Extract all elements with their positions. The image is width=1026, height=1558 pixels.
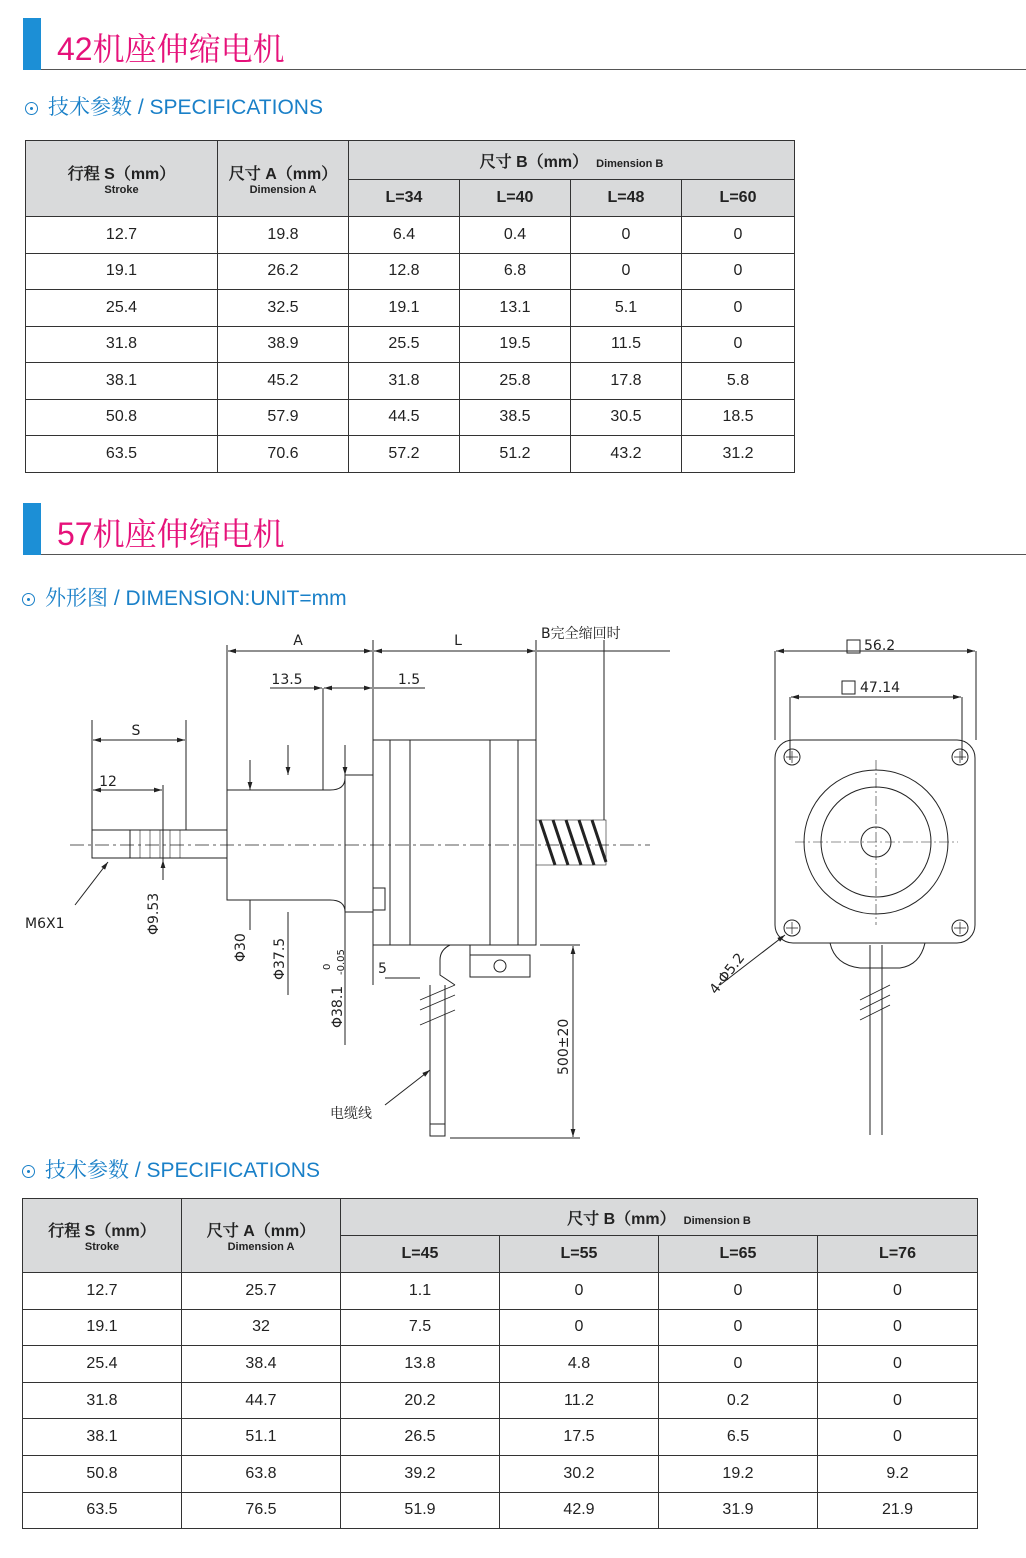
table-cell: 63.5: [23, 1492, 182, 1529]
dim-label-1-5: 1.5: [397, 672, 421, 688]
table-cell: 0.2: [659, 1382, 818, 1419]
table-cell: 12.7: [26, 217, 218, 254]
table-cell: 12.8: [349, 253, 460, 290]
table-cell: 13.1: [460, 290, 571, 327]
table-cell: 25.5: [349, 326, 460, 363]
circle-dot-icon: [22, 1165, 35, 1178]
dim-label-12: 12: [99, 774, 117, 790]
table-cell: 31.8: [23, 1382, 182, 1419]
table-cell: 19.5: [460, 326, 571, 363]
table-cell: 57.2: [349, 436, 460, 473]
table-cell: 51.2: [460, 436, 571, 473]
table-cell: 6.4: [349, 217, 460, 254]
dim-label-tol-lower: -0.05: [336, 949, 347, 975]
table-cell: 0: [818, 1419, 978, 1456]
table-cell: 63.8: [182, 1455, 341, 1492]
table-cell: 44.5: [349, 399, 460, 436]
table-cell: 0: [682, 253, 795, 290]
table-cell: 38.1: [26, 363, 218, 400]
table-cell: 19.1: [349, 290, 460, 327]
table-cell: 51.1: [182, 1419, 341, 1456]
spec-heading: [25, 91, 323, 121]
circle-dot-icon: [25, 102, 38, 115]
table-cell: 6.5: [659, 1419, 818, 1456]
table-row: [26, 290, 795, 327]
table-cell: 38.4: [182, 1346, 341, 1383]
table-row: [23, 1382, 978, 1419]
header-l: L=45: [341, 1236, 500, 1273]
dim-label-holes: 4-Φ5.2: [706, 950, 749, 998]
dim-label-sq47: 47.14: [860, 680, 901, 696]
dim-label-s: S: [131, 723, 141, 739]
table-cell: 38.5: [460, 399, 571, 436]
table-row: [26, 436, 795, 473]
header-l: L=76: [818, 1236, 978, 1273]
table-cell: 0: [659, 1273, 818, 1310]
table-row: [23, 1309, 978, 1346]
table-cell: 1.1: [341, 1273, 500, 1310]
table-row: [26, 217, 795, 254]
table-cell: 42.9: [500, 1492, 659, 1529]
table-cell: 57.9: [218, 399, 349, 436]
dim-label-13-5: 13.5: [271, 672, 303, 688]
circle-dot-icon: [22, 593, 35, 606]
spec-table-42: [25, 140, 795, 473]
table-cell: 76.5: [182, 1492, 341, 1529]
table-cell: 44.7: [182, 1382, 341, 1419]
table-row: [23, 1346, 978, 1383]
table-cell: 25.8: [460, 363, 571, 400]
dim-label-cable: 电缆线: [330, 1106, 372, 1122]
table-cell: 63.5: [26, 436, 218, 473]
accent-bar: [23, 503, 41, 555]
header-l: L=48: [571, 180, 682, 217]
table-cell: 7.5: [341, 1309, 500, 1346]
table-cell: 19.8: [218, 217, 349, 254]
table-cell: 0: [659, 1309, 818, 1346]
dim-label-500: 500±20: [556, 1018, 572, 1075]
table-cell: 25.7: [182, 1273, 341, 1310]
table-cell: 31.2: [682, 436, 795, 473]
table-cell: 30.2: [500, 1455, 659, 1492]
table-row: [26, 363, 795, 400]
dimension-heading-text: 外形图 / DIMENSION:UNIT=mm: [45, 587, 347, 610]
dim-label-phi30: Φ30: [233, 933, 249, 962]
dim-label-tol-upper: 0: [322, 963, 333, 970]
table-cell: 17.5: [500, 1419, 659, 1456]
table-cell: 38.9: [218, 326, 349, 363]
table-cell: 12.7: [23, 1273, 182, 1310]
table-cell: 17.8: [571, 363, 682, 400]
table-cell: 70.6: [218, 436, 349, 473]
dim-label-phi37-5: Φ37.5: [272, 937, 288, 980]
table-cell: 0: [818, 1273, 978, 1310]
spec-heading-text: 技术参数 / SPECIFICATIONS: [48, 96, 323, 119]
dim-label-phi38-1: Φ38.1: [330, 985, 346, 1028]
table-cell: 11.2: [500, 1382, 659, 1419]
table-cell: 38.1: [23, 1419, 182, 1456]
table-cell: 13.8: [341, 1346, 500, 1383]
header-dimension-b: 尺寸 B（mm） Dimension B: [341, 1199, 978, 1236]
table-cell: 32: [182, 1309, 341, 1346]
table-cell: 43.2: [571, 436, 682, 473]
dimension-drawing: [0, 615, 1026, 1150]
section-header-57: [0, 503, 1026, 555]
table-cell: 5.8: [682, 363, 795, 400]
dim-label-phi9-53: Φ9.53: [146, 892, 162, 935]
table-cell: 0.4: [460, 217, 571, 254]
table-cell: 18.5: [682, 399, 795, 436]
header-stroke: 行程 S（mm） Stroke: [23, 1199, 182, 1273]
spec-table-57: [22, 1198, 978, 1529]
table-row: [26, 399, 795, 436]
table-cell: 0: [571, 253, 682, 290]
spec-heading-text: 技术参数 / SPECIFICATIONS: [45, 1159, 320, 1182]
table-row: [23, 1273, 978, 1310]
dimension-heading: [22, 582, 347, 612]
table-cell: 9.2: [818, 1455, 978, 1492]
table-cell: 5.1: [571, 290, 682, 327]
table-body: [26, 217, 795, 473]
header-l: L=65: [659, 1236, 818, 1273]
table-cell: 26.2: [218, 253, 349, 290]
divider: [41, 554, 1026, 555]
table-cell: 0: [682, 217, 795, 254]
table-cell: 19.1: [23, 1309, 182, 1346]
table-cell: 30.5: [571, 399, 682, 436]
header-l: L=60: [682, 180, 795, 217]
table-cell: 25.4: [26, 290, 218, 327]
section-title: 42机座伸缩电机: [57, 31, 285, 67]
table-cell: 19.1: [26, 253, 218, 290]
table-cell: 0: [682, 326, 795, 363]
table-cell: 0: [500, 1309, 659, 1346]
header-stroke: 行程 S（mm） Stroke: [26, 141, 218, 217]
header-l: L=34: [349, 180, 460, 217]
table-cell: 21.9: [818, 1492, 978, 1529]
section-title: 57机座伸缩电机: [57, 516, 285, 552]
table-cell: 32.5: [218, 290, 349, 327]
table-row: [23, 1455, 978, 1492]
table-cell: 0: [571, 217, 682, 254]
header-l: L=40: [460, 180, 571, 217]
table-cell: 19.2: [659, 1455, 818, 1492]
header-l: L=55: [500, 1236, 659, 1273]
table-cell: 39.2: [341, 1455, 500, 1492]
table-cell: 25.4: [23, 1346, 182, 1383]
table-cell: 50.8: [23, 1455, 182, 1492]
dim-label-5: 5: [378, 961, 387, 977]
table-cell: 20.2: [341, 1382, 500, 1419]
section-header-42: [0, 18, 1026, 70]
table-cell: 31.9: [659, 1492, 818, 1529]
table-cell: 0: [500, 1273, 659, 1310]
dim-label-sq56: 56.2: [864, 638, 896, 654]
table-cell: 11.5: [571, 326, 682, 363]
dim-label-b: B完全缩回时: [541, 626, 621, 642]
table-cell: 51.9: [341, 1492, 500, 1529]
header-dimension-a: 尺寸 A（mm） Dimension A: [218, 141, 349, 217]
table-cell: 4.8: [500, 1346, 659, 1383]
dim-label-m6x1: M6X1: [25, 916, 65, 932]
table-cell: 0: [682, 290, 795, 327]
dim-label-l: L: [454, 633, 462, 649]
table-cell: 50.8: [26, 399, 218, 436]
table-cell: 0: [818, 1346, 978, 1383]
header-dimension-b: 尺寸 B（mm） Dimension B: [349, 141, 795, 180]
table-row: [26, 326, 795, 363]
dim-label-a: A: [293, 633, 303, 649]
table-cell: 31.8: [26, 326, 218, 363]
table-row: [23, 1492, 978, 1529]
accent-bar: [23, 18, 41, 70]
table-cell: 0: [818, 1382, 978, 1419]
table-cell: 6.8: [460, 253, 571, 290]
header-dimension-a: 尺寸 A（mm） Dimension A: [182, 1199, 341, 1273]
table-row: [26, 253, 795, 290]
table-cell: 26.5: [341, 1419, 500, 1456]
spec-heading: [22, 1154, 320, 1184]
table-body: [23, 1273, 978, 1529]
table-cell: 0: [818, 1309, 978, 1346]
divider: [41, 69, 1026, 70]
table-cell: 45.2: [218, 363, 349, 400]
table-row: [23, 1419, 978, 1456]
table-cell: 0: [659, 1346, 818, 1383]
table-cell: 31.8: [349, 363, 460, 400]
